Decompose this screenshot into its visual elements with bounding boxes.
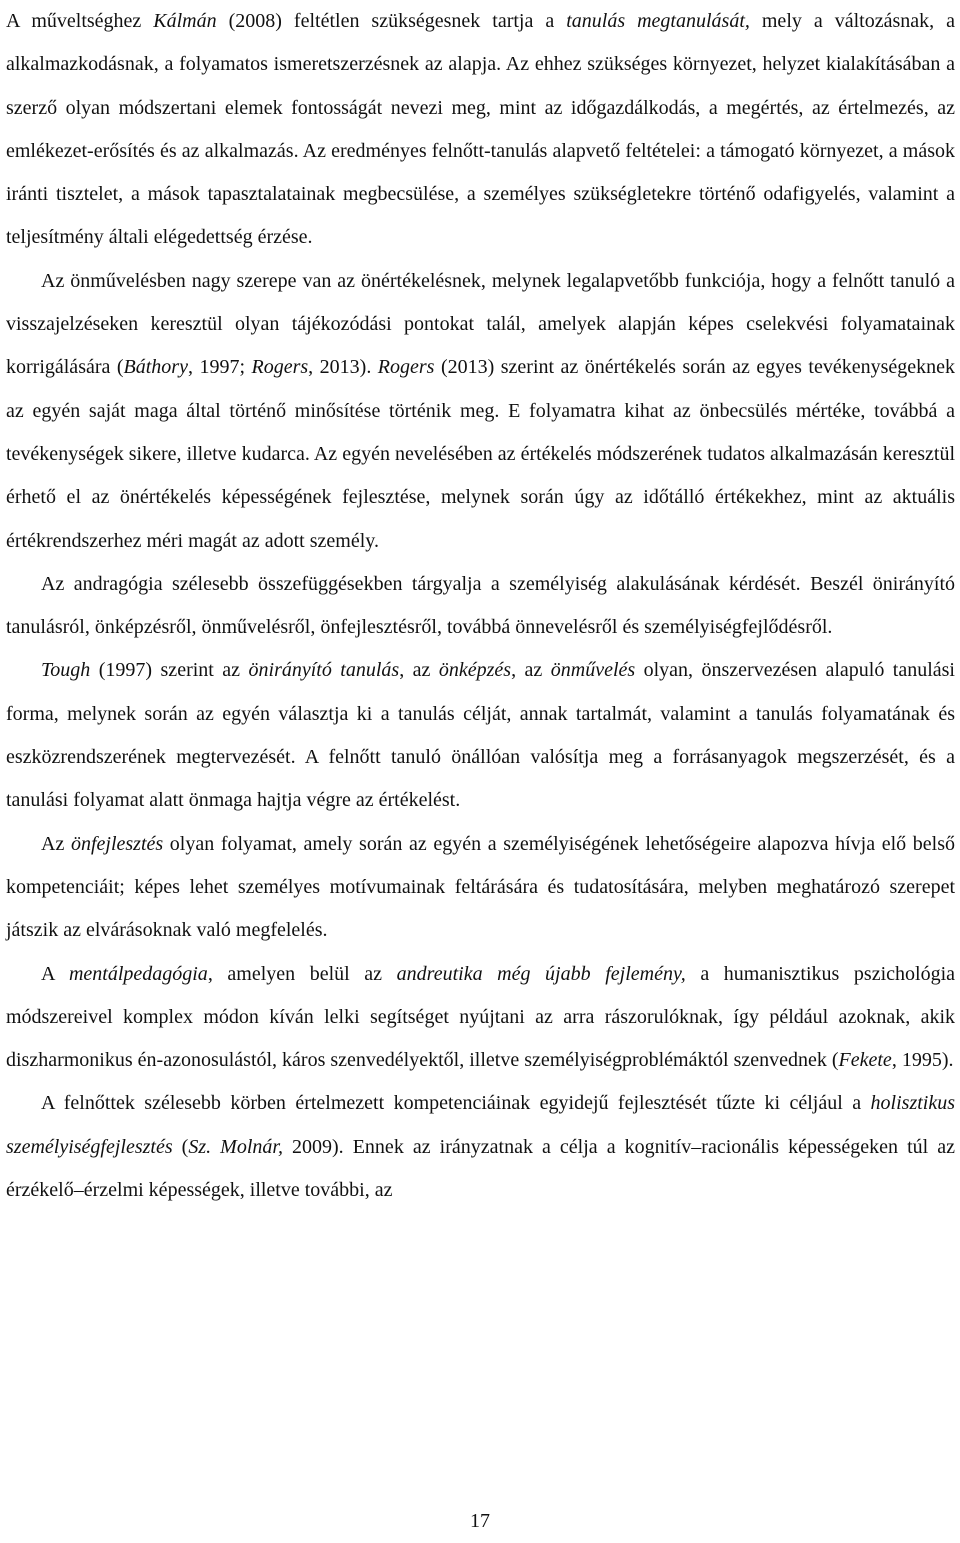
- italic-text-segment: Sz. Molnár,: [188, 1135, 283, 1158]
- text-segment: , az: [511, 659, 551, 682]
- italic-text-segment: Fekete: [838, 1049, 892, 1072]
- text-segment: 2009). Ennek az irányzatnak a célja a kognitív–racionális képességeken túl az érzékelő–érzelmi képességek, illetve további, az: [6, 1135, 955, 1202]
- document-page: [6, 0, 955, 1212]
- text-segment: olyan, önszervezésen alapuló tanulási forma, melynek során az egyén választja ki a tanulás célját, annak tartalmát, valamint a tanulás folyamatának és eszközrendszerének megtervezését. A felnőtt tanuló önállóan valósítja meg a forrásanyagok megszerzését, és a tanulási folyamat alatt önmaga hajtja végre az értékelést.: [6, 659, 955, 812]
- text-segment: (2013) szerint az önértékelés során az egyes tevékenységeknek az egyén saját maga által történő minősítése történik meg. E folyamatra kihat az önbecsülés mértéke, továbbá a tevékenységek sikere, illetve kudarca. Az egyén nevelésében az értékelés módszerének tudatos alkalmazásán keresztül érhető el az önértékelés képességének fejlesztése, melynek során úgy az időtálló értékekhez, mint az aktuális értékrendszerhez méri magát az adott személy.: [6, 356, 955, 552]
- italic-text-segment: önképzés: [438, 659, 512, 682]
- text-segment: (2008) feltétlen szükségesnek tartja a: [216, 10, 567, 32]
- paragraph-5: [6, 823, 955, 953]
- paragraph-2: [6, 260, 955, 563]
- text-segment: , 2013).: [308, 356, 378, 379]
- text-segment: Az andragógia szélesebb összefüggésekben tárgyalja a személyiség alakulásának kérdését. Beszél önirányító tanulásról, önképzésről, önművelésről, önfejlesztésről, továbbá önnevelésről és személyiségfejlődésről.: [6, 572, 955, 639]
- text-segment: olyan folyamat, amely során az egyén a személyiségének lehetőségeire alapozva hívja elő belső kompetenciáit; képes lehet személyes motívumainak feltárására és tudatosítására, melyben meghatározó szerepet játszik az elvárásoknak való megfelelés.: [6, 832, 956, 942]
- italic-text-segment: tanulás megtanulását,: [566, 10, 750, 32]
- italic-text-segment: Rogers: [377, 356, 435, 379]
- paragraph-7: [6, 1082, 955, 1212]
- italic-text-segment: Báthory: [123, 356, 188, 379]
- paragraph-3: [6, 563, 955, 650]
- paragraph-1: [6, 0, 955, 260]
- paragraph-6: [6, 953, 955, 1083]
- italic-text-segment: önművelés: [550, 659, 636, 682]
- italic-text-segment: Rogers: [251, 356, 309, 379]
- italic-text-segment: önfejlesztés: [70, 832, 164, 855]
- text-segment: a humanisztikus pszichológia módszereivel komplex módon kíván lelki segítséget nyújtani az arra rászorulóknak, így például azoknak, akik diszharmonikus én-azonosulástól, káros szenvedélyektől, illetve személyiségproblémáktól szenvednek (: [6, 962, 956, 1072]
- text-segment: A: [41, 962, 69, 985]
- text-segment: Az önművelésben nagy szerepe van az önértékelésnek, melynek legalapvetőbb funkciója, hogy a felnőtt tanuló a visszajelzéseken keresztül olyan tájékozódási pontokat talál, amelyek alapján képes cselekvési folyamatainak korrigálására (: [6, 269, 955, 379]
- italic-text-segment: mentálpedagógia: [68, 962, 208, 985]
- text-segment: , amelyen belül az: [207, 962, 397, 985]
- italic-text-segment: Tough: [41, 659, 91, 682]
- italic-text-segment: Kálmán: [153, 10, 217, 32]
- text-segment: (: [172, 1135, 189, 1158]
- page-number: 17: [470, 1510, 490, 1532]
- text-segment: , 1995).: [891, 1049, 954, 1072]
- text-segment: A műveltséghez: [6, 10, 154, 32]
- text-segment: mely a változásnak, a alkalmazkodásnak, a folyamatos ismeretszerzésnek az alapja. Az ehhez szükséges környezet, helyzet kialakításában a szerző olyan módszertani elemek fontosságát nevezi meg, mint az időgazdálkodás, a megértés, az értelmezés, az emlékezet-erősítés és az alkalmazás. Az eredményes felnőtt-tanulás alapvető feltételei: a támogató környezet, a mások iránti tisztelet, a mások tapasztalatainak megbecsülése, a személyes szükségletekre történő odafigyelés, valamint a teljesítmény általi elégedettség érzése.: [6, 10, 955, 249]
- text-segment: A felnőttek szélesebb körben értelmezett kompetenciáinak egyidejű fejlesztését tűzte ki céljául a: [41, 1092, 871, 1115]
- text-segment: Az: [41, 832, 71, 855]
- paragraph-4: [6, 649, 955, 822]
- text-segment: (1997) szerint az: [90, 659, 249, 682]
- italic-text-segment: holisztikus személyiségfejlesztés: [6, 1092, 955, 1158]
- italic-text-segment: önirányító tanulás: [248, 659, 400, 682]
- text-segment: , 1997;: [187, 356, 252, 379]
- text-segment: , az: [399, 659, 439, 682]
- italic-text-segment: andreutika még újabb fejlemény,: [396, 962, 686, 985]
